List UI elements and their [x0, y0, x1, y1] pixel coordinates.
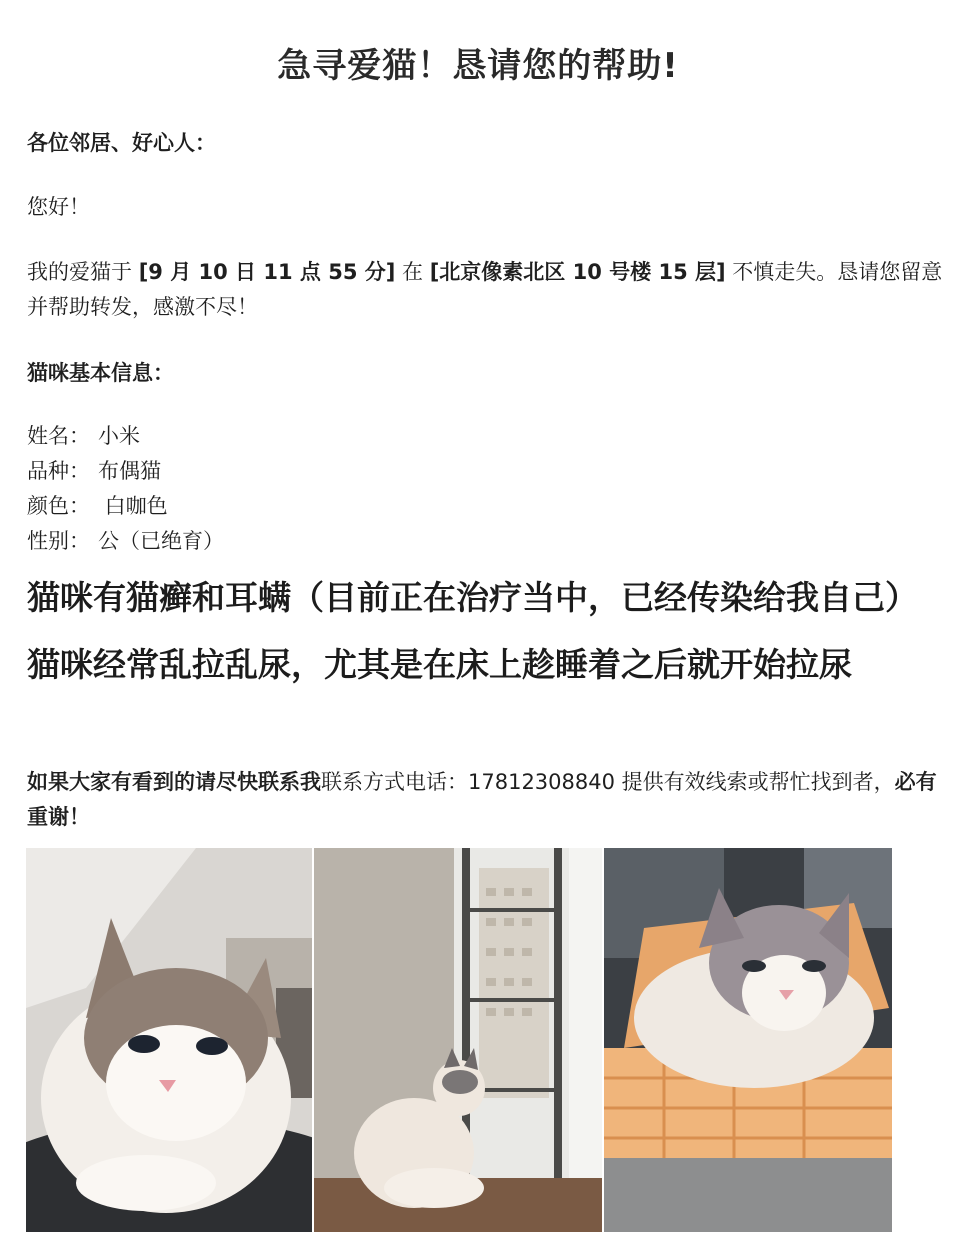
info-label: 性别： — [27, 529, 90, 553]
lost-place: [北京像素北区 10 号楼 15 层] — [429, 260, 726, 284]
info-row-gender — [27, 524, 224, 558]
intro-mid: 在 — [395, 260, 430, 284]
info-value: 白咖色 — [98, 494, 168, 518]
intro-prefix: 我的爱猫于 — [27, 260, 139, 284]
info-row-color — [27, 489, 168, 523]
contact-bold-prefix: 如果大家有看到的请尽快联系我 — [27, 770, 321, 794]
cat-mat-photo-icon — [604, 848, 892, 1232]
intro-paragraph — [27, 255, 952, 325]
greeting: 各位邻居、好心人： — [27, 131, 216, 155]
intro-suffix: 不慎走失。恳请您留意并帮助转发，感激不尽！ — [27, 260, 943, 319]
info-heading: 猫咪基本信息： — [27, 361, 174, 385]
info-label: 姓名： — [27, 424, 90, 448]
cat-window-photo-icon — [314, 848, 602, 1232]
health-note: 猫咪有猫癣和耳螨（目前正在治疗当中，已经传染给我自己） — [27, 578, 918, 617]
info-row-name — [27, 419, 140, 453]
info-value: 公（已绝育） — [98, 529, 224, 553]
contact-bold-suffix: 必有重谢！ — [27, 770, 937, 829]
cat-photo-window — [314, 848, 602, 1232]
contact-paragraph — [27, 765, 952, 835]
page-title: 急寻爱猫！恳请您的帮助! — [277, 46, 679, 86]
hello-text: 您好！ — [27, 195, 90, 219]
cat-closeup-photo-icon — [26, 848, 312, 1232]
contact-text: 联系方式电话：17812308840 提供有效线索或帮忙找到者， — [321, 770, 895, 794]
info-value: 布偶猫 — [98, 459, 161, 483]
behavior-note: 猫咪经常乱拉乱尿，尤其是在床上趁睡着之后就开始拉尿 — [27, 645, 852, 684]
cat-photo-closeup — [26, 848, 312, 1232]
info-label: 品种： — [27, 459, 90, 483]
cat-photo-mat — [604, 848, 892, 1232]
lost-time: [9 月 10 日 11 点 55 分] — [138, 260, 396, 284]
info-value: 小米 — [98, 424, 140, 448]
info-label: 颜色： — [27, 494, 90, 518]
info-row-breed — [27, 454, 161, 488]
